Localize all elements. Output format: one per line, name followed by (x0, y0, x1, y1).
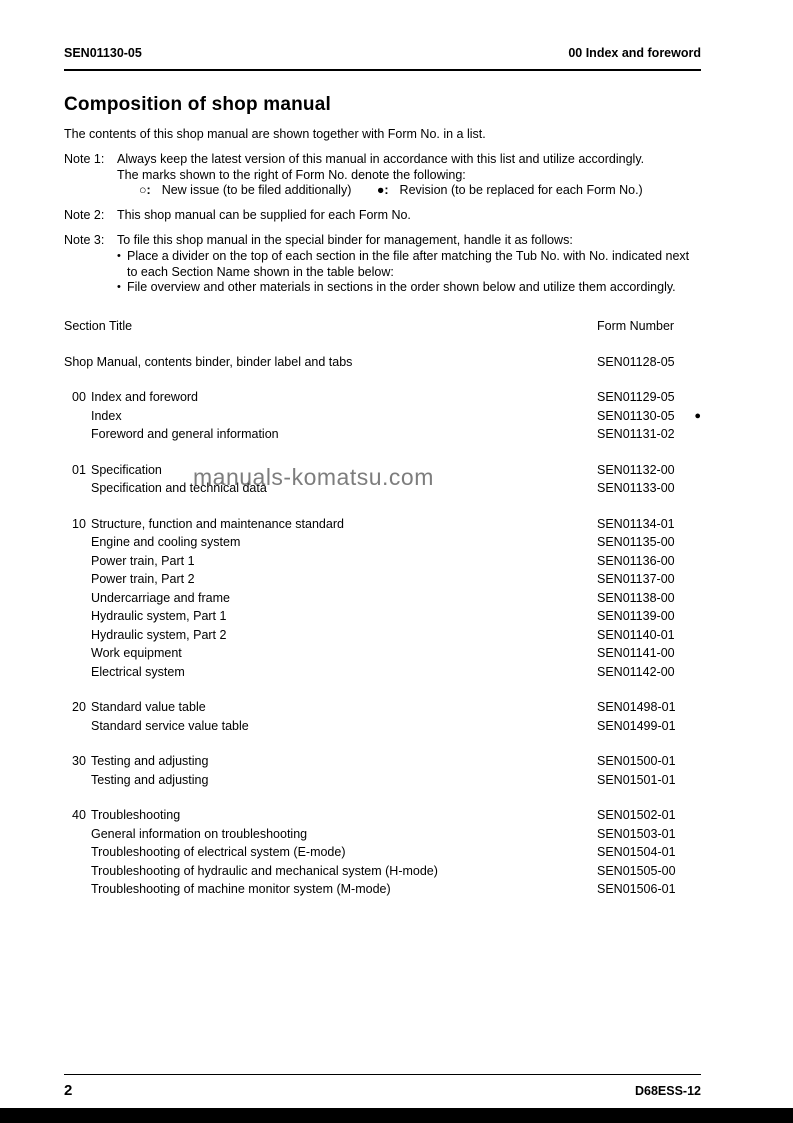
section-number (64, 771, 91, 790)
section-title: Specification (91, 462, 162, 477)
note-2 (64, 208, 701, 224)
section-title: Testing and adjusting (91, 772, 209, 787)
note-1-line-1 (64, 152, 701, 168)
manual-table (64, 317, 701, 899)
revision-mark (685, 626, 701, 645)
revision-mark (685, 644, 701, 663)
revision-mark (685, 515, 701, 534)
section-title: Foreword and general information (91, 427, 279, 442)
revision-mark (685, 425, 701, 444)
section-number (64, 425, 91, 444)
revision-mark (685, 843, 701, 862)
table-row (64, 515, 701, 534)
table-row (64, 862, 701, 881)
section-title: Index (91, 408, 122, 423)
table-row (64, 771, 701, 790)
form-number: SEN01128-05 (597, 354, 675, 369)
intro-text: The contents of this shop manual are shown together with Form No. in a list. (64, 127, 486, 141)
revision-mark (685, 353, 701, 372)
table-row (64, 825, 701, 844)
bullet-icon: • (117, 249, 121, 262)
section-number (64, 533, 91, 552)
table-group (64, 353, 701, 372)
revision-mark (685, 663, 701, 682)
revision-mark (685, 698, 701, 717)
form-number: SEN01498-01 (597, 700, 676, 715)
section-title: Power train, Part 2 (91, 572, 195, 587)
form-number: SEN01141-00 (597, 646, 675, 661)
table-row (64, 570, 701, 589)
watermark: manuals-komatsu.com (193, 464, 434, 490)
table-row (64, 533, 701, 552)
table-row (64, 425, 701, 444)
section-title: Standard service value table (91, 718, 249, 733)
table-group (64, 515, 701, 682)
table-row (64, 644, 701, 663)
form-number: SEN01131-02 (597, 427, 675, 442)
section-number (64, 843, 91, 862)
column-header-form-number: Form Number (597, 319, 675, 334)
table-row (64, 806, 701, 825)
revision-mark (685, 862, 701, 881)
note-1-line-3 (64, 183, 701, 199)
new-issue-icon: ○: (139, 183, 151, 198)
note-2-label: Note 2: (64, 208, 105, 223)
note-1-line-2 (64, 168, 701, 184)
section-number (64, 570, 91, 589)
form-number: SEN01129-05 (597, 390, 675, 405)
note-3-label: Note 3: (64, 232, 105, 247)
form-number: SEN01135-00 (597, 535, 675, 550)
section-number: 10 (72, 516, 86, 531)
note-1 (64, 152, 701, 199)
table-row (64, 698, 701, 717)
page-number: 2 (64, 1082, 73, 1099)
table-row (64, 407, 701, 426)
table-row (64, 589, 701, 608)
page-footer (64, 1074, 701, 1099)
section-title: Troubleshooting (91, 808, 181, 823)
section-number (64, 663, 91, 682)
note-3-line-1 (64, 233, 701, 249)
revision-mark (685, 880, 701, 899)
section-title: Work equipment (91, 646, 182, 661)
section-title: Standard value table (91, 700, 206, 715)
section-number: 01 (72, 462, 86, 477)
revision-icon: ●: (376, 183, 389, 198)
note-2-line-1 (64, 208, 701, 224)
section-number: 20 (72, 700, 86, 715)
revision-mark (685, 806, 701, 825)
section-title: Index and foreword (91, 390, 199, 405)
section-title: Testing and adjusting (91, 754, 209, 769)
new-issue-text: New issue (to be filed additionally) (161, 183, 352, 198)
form-number: SEN01506-01 (597, 882, 676, 897)
note-1-label: Note 1: (64, 151, 105, 166)
form-number: SEN01502-01 (597, 808, 676, 823)
table-row (64, 353, 701, 372)
section-title: Troubleshooting of machine monitor system (M-mode) (91, 882, 391, 897)
revision-mark (685, 388, 701, 407)
form-number: SEN01138-00 (597, 590, 675, 605)
revision-mark (685, 570, 701, 589)
section-number (64, 589, 91, 608)
section-number (64, 880, 91, 899)
bullet-spacer (64, 280, 117, 296)
table-row (64, 552, 701, 571)
section-number (64, 825, 91, 844)
form-number: SEN01142-00 (597, 664, 675, 679)
note-3-bullet-2 (64, 280, 701, 296)
revision-mark (685, 825, 701, 844)
table-row (64, 663, 701, 682)
revision-mark (685, 717, 701, 736)
form-number: SEN01130-05 (597, 408, 675, 423)
section-number (64, 479, 91, 498)
form-number: SEN01140-01 (597, 627, 675, 642)
form-number: SEN01501-01 (597, 772, 676, 787)
form-number: SEN01499-01 (597, 718, 676, 733)
section-title: Troubleshooting of electrical system (E-mode) (91, 845, 346, 860)
section-number (64, 407, 91, 426)
section-number: 00 (72, 390, 86, 405)
revision-mark (685, 589, 701, 608)
note-3-text: To file this shop manual in the special binder for management, handle it as follows: (117, 232, 573, 247)
table-row (64, 752, 701, 771)
section-number (64, 644, 91, 663)
revision-mark (685, 552, 701, 571)
header-section-title: 00 Index and foreword (568, 46, 701, 60)
form-number: SEN01504-01 (597, 845, 676, 860)
table-group (64, 698, 701, 735)
section-number: 40 (72, 808, 86, 823)
form-number: SEN01139-00 (597, 609, 675, 624)
form-number: SEN01134-01 (597, 516, 675, 531)
bullet-2-text: File overview and other materials in sections in the order shown below and utilize them accordingly. (127, 280, 676, 295)
table-row (64, 717, 701, 736)
section-title: Undercarriage and frame (91, 590, 230, 605)
bullet-1-text: Place a divider on the top of each section in the file after matching the Tub No. with No. indicated next to each Section Name shown in the table below: (127, 248, 690, 279)
revision-mark (685, 752, 701, 771)
note-label-spacer (64, 168, 117, 184)
revision-mark (685, 607, 701, 626)
form-number: SEN01136-00 (597, 553, 675, 568)
table-row (64, 626, 701, 645)
form-number: SEN01137-00 (597, 572, 675, 587)
page-title: Composition of shop manual (64, 94, 331, 115)
revision-mark: ● (694, 409, 701, 422)
note-2-text: This shop manual can be supplied for each Form No. (117, 208, 411, 223)
table-group (64, 388, 701, 444)
table-group (64, 752, 701, 789)
table-group (64, 806, 701, 899)
section-title: Hydraulic system, Part 1 (91, 609, 227, 624)
section-title: Troubleshooting of hydraulic and mechanical system (H-mode) (91, 863, 438, 878)
revision-mark (685, 771, 701, 790)
section-title: Electrical system (91, 664, 185, 679)
section-number (64, 717, 91, 736)
revision-text: Revision (to be replaced for each Form No.) (399, 183, 643, 198)
section-number (64, 607, 91, 626)
note-3 (64, 233, 701, 296)
scan-bottom-bar (0, 1108, 793, 1123)
section-title: Power train, Part 1 (91, 553, 195, 568)
table-row (64, 880, 701, 899)
section-title: Shop Manual, contents binder, binder label and tabs (64, 354, 353, 369)
revision-mark (685, 479, 701, 498)
manual-table-body (64, 353, 701, 899)
header-doc-number: SEN01130-05 (64, 46, 142, 60)
bullet-spacer (64, 249, 117, 281)
section-title: Engine and cooling system (91, 535, 241, 550)
table-column-headers (64, 317, 701, 336)
note-label-spacer (64, 183, 117, 199)
column-header-section-title: Section Title (64, 319, 133, 334)
form-number: SEN01133-00 (597, 481, 675, 496)
bullet-icon: • (117, 281, 121, 294)
form-number: SEN01503-01 (597, 826, 676, 841)
section-number: 30 (72, 754, 86, 769)
form-number: SEN01500-01 (597, 754, 676, 769)
section-title: Structure, function and maintenance standard (91, 516, 344, 531)
form-number: SEN01505-00 (597, 863, 676, 878)
table-row (64, 607, 701, 626)
section-number (64, 552, 91, 571)
form-number: SEN01132-00 (597, 462, 675, 477)
note-3-bullet-1 (64, 249, 701, 281)
section-title: General information on troubleshooting (91, 826, 308, 841)
revision-mark (685, 533, 701, 552)
table-row (64, 843, 701, 862)
section-number (64, 626, 91, 645)
table-row (64, 388, 701, 407)
footer-model-code: D68ESS-12 (634, 1084, 701, 1098)
marks-intro-text: The marks shown to the right of Form No. denote the following: (117, 167, 466, 182)
section-number (64, 862, 91, 881)
marks-legend (117, 183, 701, 199)
section-title: Specification and technical data (91, 481, 267, 496)
note-1-text: Always keep the latest version of this manual in accordance with this list and utilize accordingly. (117, 151, 645, 166)
revision-mark (685, 461, 701, 480)
section-title: Hydraulic system, Part 2 (91, 627, 227, 642)
page-header (64, 46, 701, 71)
